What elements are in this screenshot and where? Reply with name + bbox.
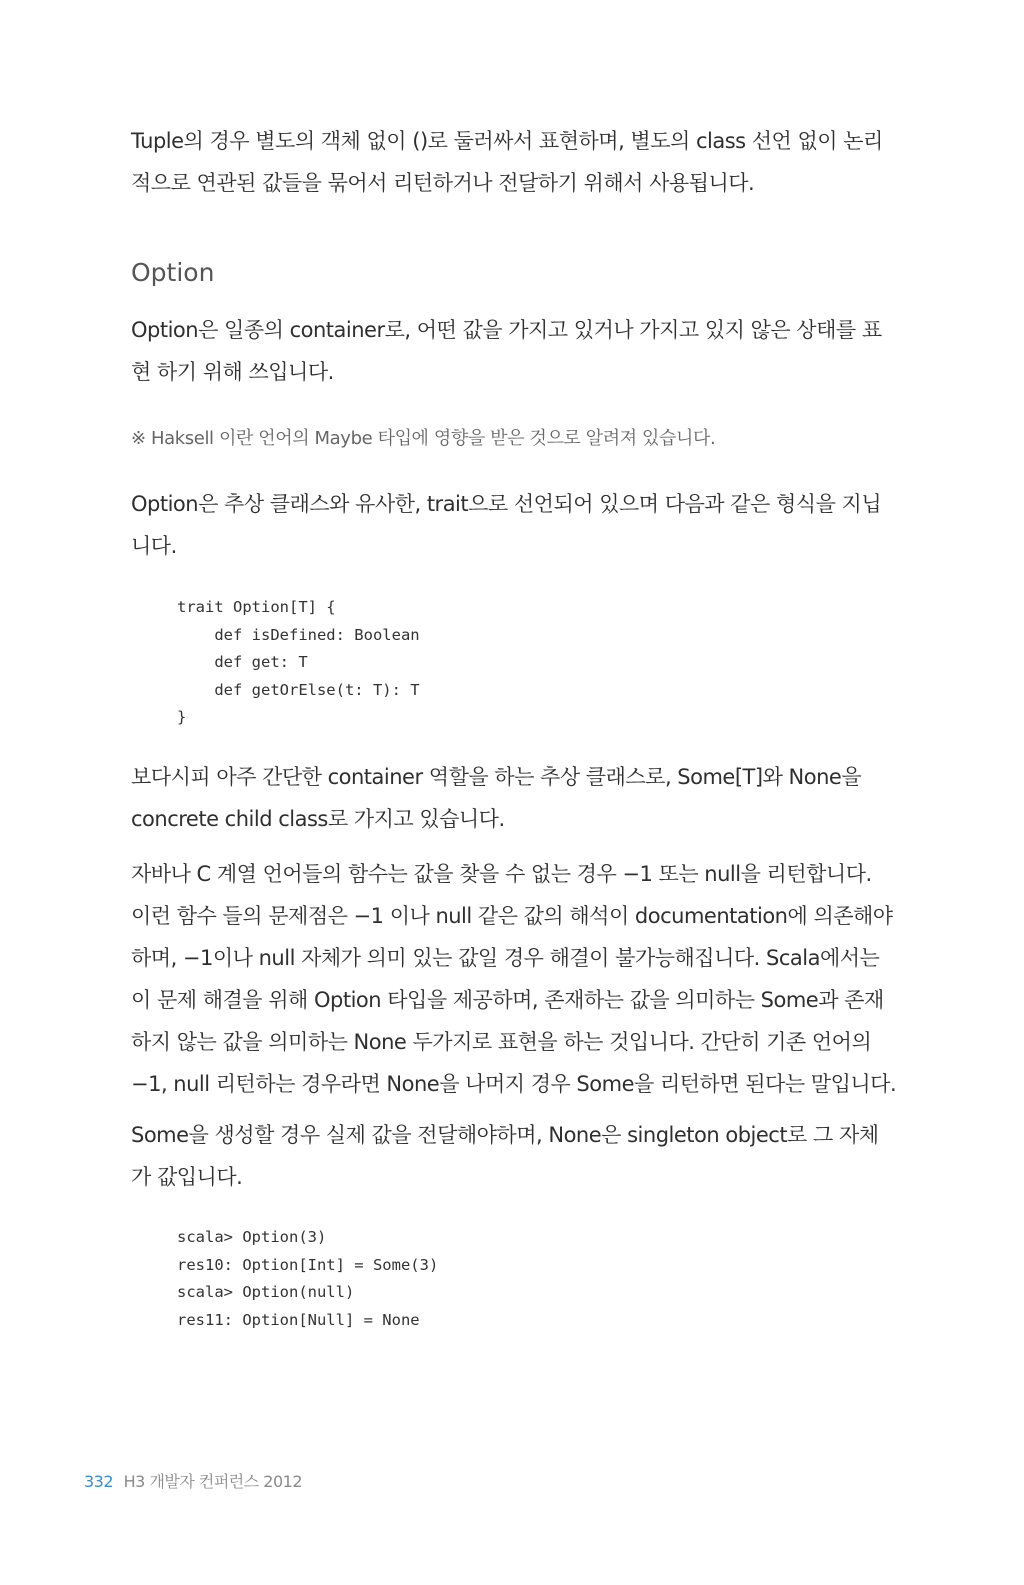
footer-title: H3 개발자 컨퍼런스 2012 [123, 1472, 303, 1491]
text-line: 이 문제 해결을 위해 Option 타입을 제공하며, 존재하는 값을 의미하는 Some과 존재 [131, 988, 884, 1012]
code-block-trait [177, 594, 420, 732]
text-line: Option은 일종의 container로, 어떤 값을 가지고 있거나 가지고 있지 않은 상태를 표 [131, 318, 882, 342]
page-number: 332 [84, 1472, 114, 1491]
text-line: 이런 함수 들의 문제점은 −1 이나 null 같은 값의 해석이 documentation에 의존해야 [131, 904, 893, 928]
code-block-repl [177, 1224, 438, 1334]
text-line: 가 값입니다. [131, 1165, 243, 1189]
text-line: 니다. [131, 534, 177, 558]
text-line: 하며, −1이나 null 자체가 의미 있는 값일 경우 해결이 불가능해집니다. Scala에서는 [131, 946, 880, 970]
paragraph-some-create [131, 1114, 879, 1198]
paragraph-tuple [131, 120, 883, 204]
text-line: −1, null 리턴하는 경우라면 None을 나머지 경우 Some을 리턴하면 된다는 말입니다. [131, 1072, 897, 1096]
text-line: Tuple의 경우 별도의 객체 없이 ()로 둘러싸서 표현하며, 별도의 class 선언 없이 논리 [131, 129, 883, 153]
text-line: 자바나 C 계열 언어들의 함수는 값을 찾을 수 없는 경우 −1 또는 null을 리턴합니다. [131, 862, 872, 886]
paragraph-option-intro [131, 309, 882, 393]
code-line: scala> Option(3) [177, 1228, 327, 1246]
paragraph-some-none [131, 756, 871, 840]
note-text: ※ Haksell 이란 언어의 Maybe 타입에 영향을 받은 것으로 알려져 있습니다. [131, 428, 716, 449]
paragraph-option-trait [131, 483, 882, 567]
text-line: Some을 생성할 경우 실제 값을 전달해야하며, None은 singleton object로 그 자체 [131, 1123, 879, 1147]
section-heading: Option [131, 258, 215, 287]
text-line: 보다시피 아주 간단한 container 역할을 하는 추상 클래스로, Some[T]와 None을 [131, 765, 862, 789]
text-line: Option은 추상 클래스와 유사한, trait으로 선언되어 있으며 다음과 같은 형식을 지닙 [131, 492, 882, 516]
code-line: } [177, 708, 187, 726]
code-line: res11: Option[Null] = None [177, 1310, 420, 1329]
text-line: 현 하기 위해 쓰입니다. [131, 360, 334, 384]
code-line: trait Option[T] { [177, 598, 336, 616]
text-line: concrete child class로 가지고 있습니다. [131, 807, 505, 831]
text-line: 적으로 연관된 값들을 묶어서 리턴하거나 전달하기 위해서 사용됩니다. [131, 171, 755, 195]
code-line: scala> Option(null) [177, 1283, 355, 1301]
code-line: def getOrElse(t: T): T [177, 680, 420, 699]
paragraph-null-problem [131, 853, 897, 1105]
page-footer [84, 1469, 302, 1492]
text-line: 하지 않는 값을 의미하는 None 두가지로 표현을 하는 것입니다. 간단히 기존 언어의 [131, 1030, 872, 1054]
code-line: def isDefined: Boolean [177, 625, 420, 644]
code-line: def get: T [177, 653, 308, 671]
code-line: res10: Option[Int] = Some(3) [177, 1255, 439, 1274]
